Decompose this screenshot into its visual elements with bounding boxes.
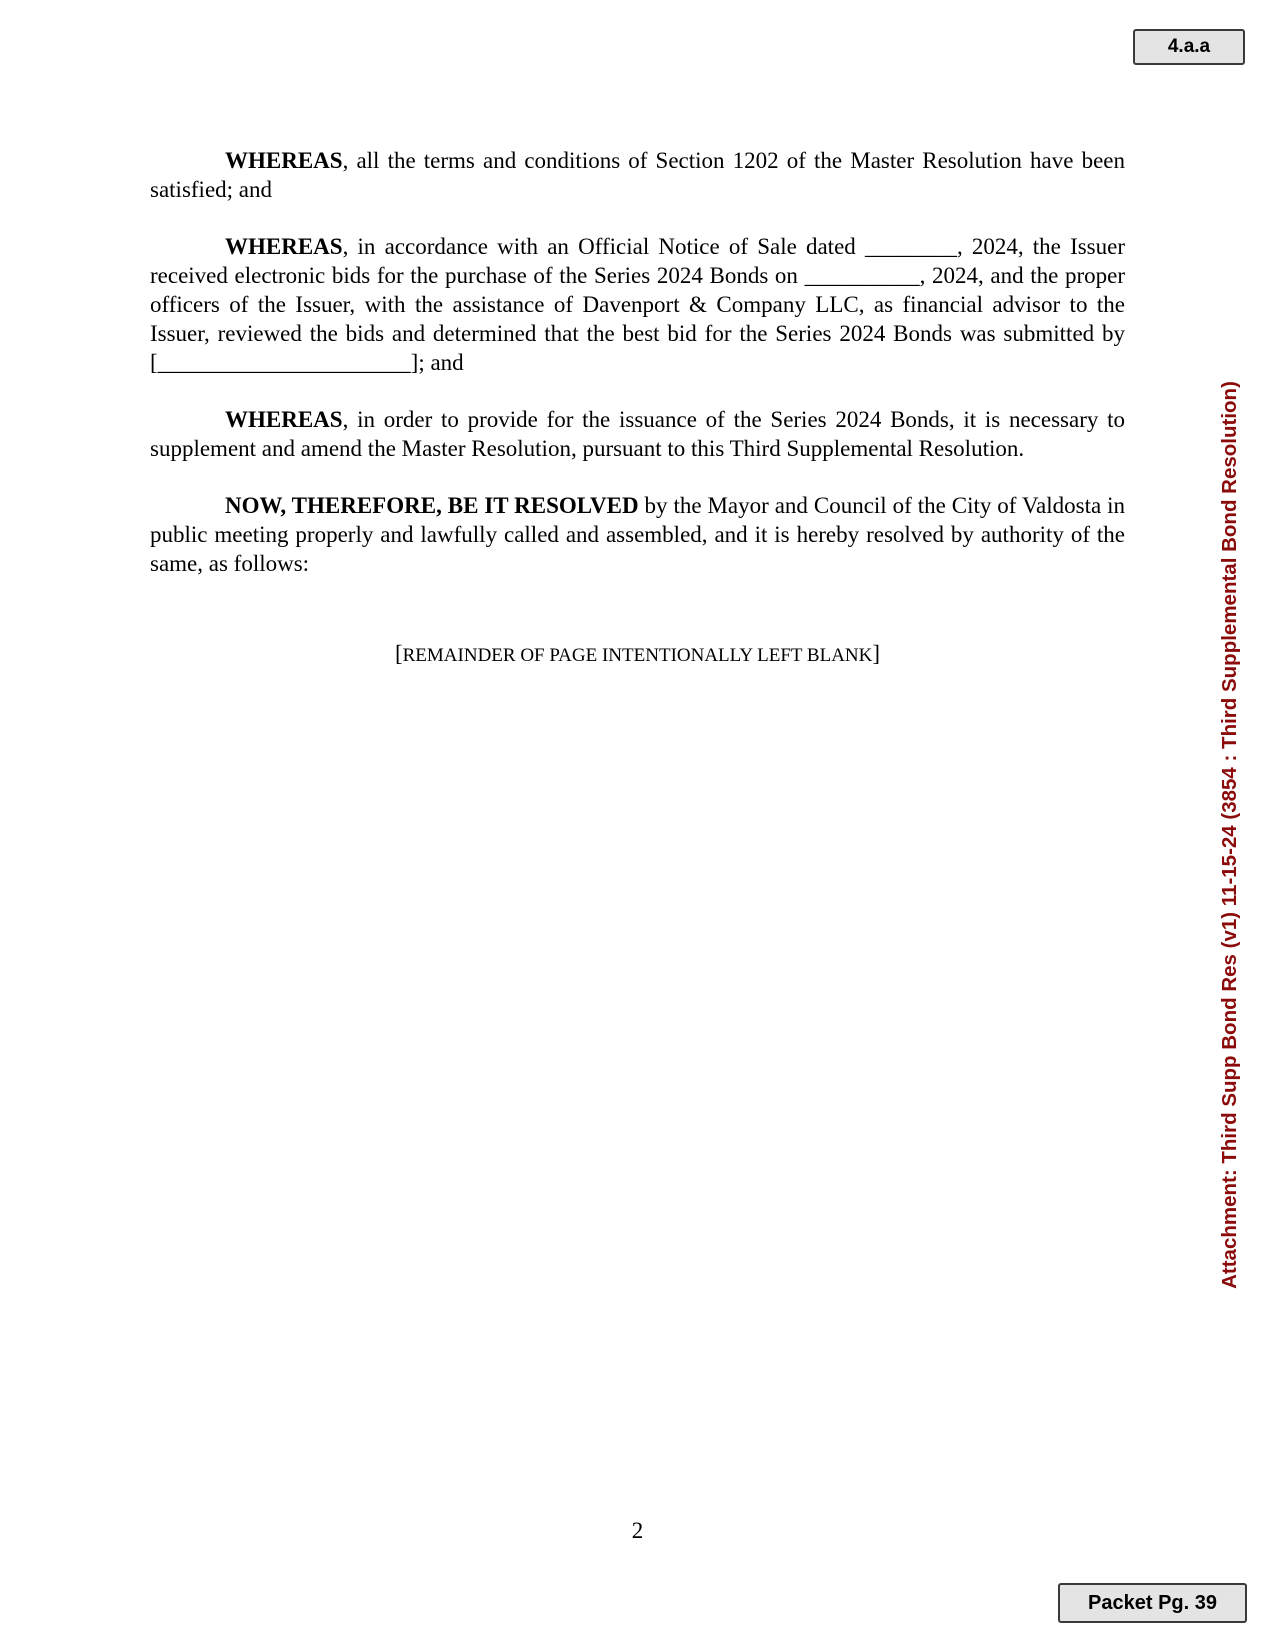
paragraph-lead: WHEREAS: [225, 234, 343, 259]
intentionally-blank-notice: [150, 641, 1125, 667]
resolved-paragraph: [150, 491, 1125, 578]
paragraph-lead: WHEREAS: [225, 148, 343, 173]
whereas-paragraph-conditions: [150, 146, 1125, 204]
agenda-item-badge: 4.a.a: [1133, 29, 1245, 65]
packet-page-badge: Packet Pg. 39: [1058, 1583, 1247, 1623]
whereas-paragraph-supplement: [150, 405, 1125, 463]
paragraph-lead: NOW, THEREFORE, BE IT RESOLVED: [225, 493, 639, 518]
paragraph-text: , all the terms and conditions of Section 1202 of the Master Resolution have been satisfied; and: [150, 148, 1125, 202]
paragraph-text: , in accordance with an Official Notice of Sale dated ________, 2024, the Issuer received electronic bids for the purchase of the Series 2024 Bonds on __________, 2024, and the proper officers of the Issuer, with the assistance of Davenport & Company LLC, as financial advisor to the Issuer, reviewed the bids and determined that the best bid for the Series 2024 Bonds was submitted by [______________________]; and: [150, 234, 1125, 375]
page-number: 2: [631, 1518, 644, 1543]
paragraph-lead: WHEREAS: [225, 407, 343, 432]
paragraph-text: by the Mayor and Council of the City of Valdosta in public meeting properly and lawfully called and assembled, and it is hereby resolved by authority of the same, as follows:: [150, 493, 1125, 576]
paragraph-text: , in order to provide for the issuance of the Series 2024 Bonds, it is necessary to supplement and amend the Master Resolution, pursuant to this Third Supplemental Resolution.: [150, 407, 1125, 461]
bracket-close: ]: [872, 641, 881, 666]
blank-notice-text: REMAINDER OF PAGE INTENTIONALLY LEFT BLANK: [402, 645, 873, 666]
attachment-side-label-text: Attachment: Third Supp Bond Res (v1) 11-15-24 (3854 : Third Supplemental Bond Resolution): [1218, 381, 1241, 1289]
document-body: [150, 146, 1125, 606]
whereas-paragraph-bids: [150, 232, 1125, 377]
bracket-open: [: [394, 641, 403, 666]
